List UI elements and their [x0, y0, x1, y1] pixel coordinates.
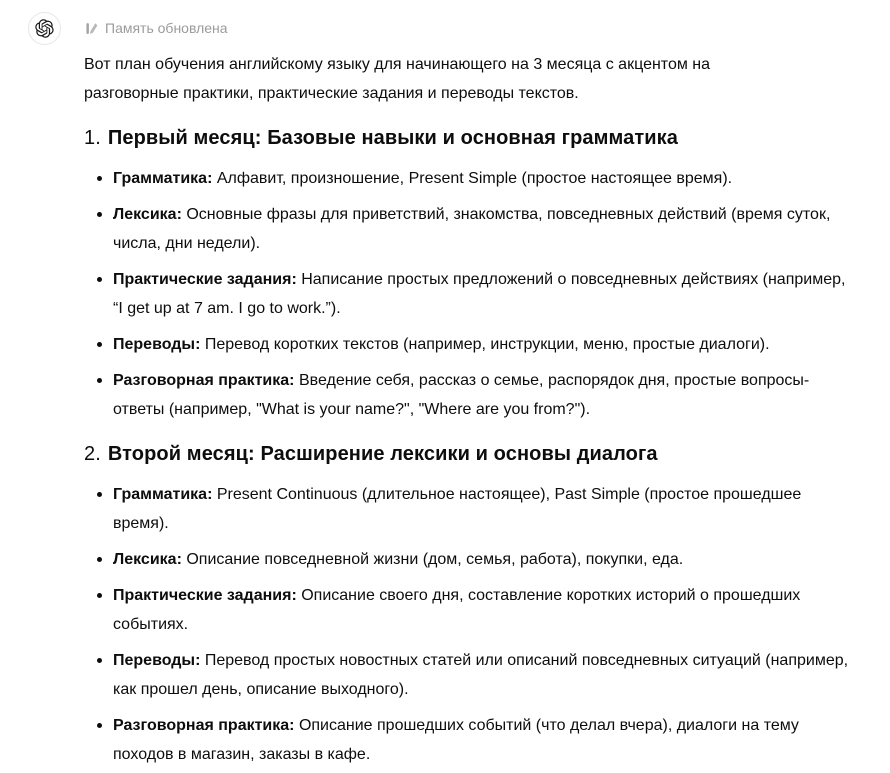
bullet-icon	[97, 277, 102, 282]
bullet-icon	[97, 593, 102, 598]
list-item	[84, 545, 856, 574]
item-text: Введение себя, рассказ о семье, распорядок дня, простые вопросы-ответы (например, "What is your name?", "Where are you from?").	[113, 372, 810, 418]
openai-logo-icon	[35, 19, 54, 38]
heading-number: 2.	[84, 443, 101, 465]
section-heading-2	[84, 440, 856, 468]
item-text: Перевод коротких текстов (например, инструкции, меню, простые диалоги).	[200, 336, 770, 353]
item-text: Описание повседневной жизни (дом, семья, работа), покупки, еда.	[181, 551, 684, 568]
item-label: Практические задания:	[113, 587, 297, 604]
bullet-list-2	[84, 480, 856, 769]
list-item	[84, 711, 856, 769]
list-item	[84, 164, 856, 193]
item-label: Разговорная практика:	[113, 717, 295, 734]
heading-number: 1.	[84, 127, 101, 149]
item-label: Лексика:	[113, 551, 182, 568]
memory-updated-badge[interactable]	[84, 18, 228, 38]
item-label: Переводы:	[113, 652, 201, 669]
item-text: Перевод простых новостных статей или описаний повседневных ситуаций (например, как прошел день, описание выходного).	[113, 652, 849, 698]
item-text: Основные фразы для приветствий, знакомства, повседневных действий (время суток, числа, дни недели).	[113, 206, 831, 252]
heading-title: Второй месяц: Расширение лексики и основы диалога	[107, 443, 658, 465]
list-item	[84, 366, 856, 424]
list-item	[84, 480, 856, 538]
bullet-icon	[97, 342, 102, 347]
item-label: Грамматика:	[113, 486, 213, 503]
list-item	[84, 200, 856, 258]
bullet-icon	[97, 212, 102, 217]
badge-label: Память обновлена	[105, 20, 228, 36]
item-label: Переводы:	[113, 336, 201, 353]
list-item	[84, 265, 856, 323]
bullet-icon	[97, 557, 102, 562]
item-text: Описание прошедших событий (что делал вчера), диалоги на тему походов в магазин, заказы в кафе.	[113, 717, 799, 763]
item-label: Лексика:	[113, 206, 182, 223]
item-text: Написание простых предложений о повседневных действиях (например, “I get up at 7 am. I go to work.”).	[113, 271, 846, 317]
chatgpt-avatar	[28, 12, 61, 45]
list-item	[84, 646, 856, 704]
bullet-icon	[97, 492, 102, 497]
assistant-message	[84, 18, 856, 769]
memory-book-pencil-icon	[84, 21, 99, 36]
bullet-icon	[97, 658, 102, 663]
intro-paragraph: Вот план обучения английскому языку для начинающего на 3 месяца с акцентом на разговорные практики, практические задания и переводы текстов.	[84, 56, 711, 102]
list-item	[84, 330, 856, 359]
item-text: Алфавит, произношение, Present Simple (простое настоящее время).	[212, 170, 733, 187]
section-heading-1	[84, 124, 856, 152]
item-text: Present Continuous (длительное настоящее), Past Simple (простое прошедшее время).	[113, 486, 802, 532]
item-text: Описание своего дня, составление коротких историй о прошедших событиях.	[113, 587, 801, 633]
bullet-icon	[97, 723, 102, 728]
item-label: Практические задания:	[113, 271, 297, 288]
item-label: Разговорная практика:	[113, 372, 295, 389]
item-label: Грамматика:	[113, 170, 213, 187]
heading-title: Первый месяц: Базовые навыки и основная грамматика	[107, 127, 678, 149]
list-item	[84, 581, 856, 639]
bullet-list-1	[84, 164, 856, 424]
bullet-icon	[97, 378, 102, 383]
bullet-icon	[97, 176, 102, 181]
